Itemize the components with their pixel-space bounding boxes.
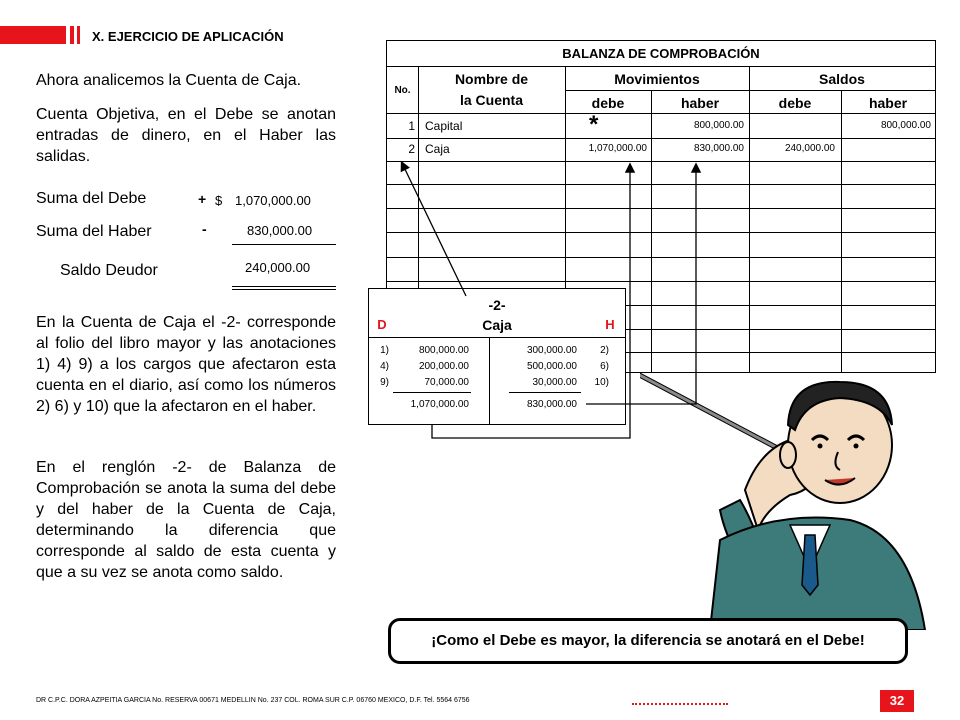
col-header-nombre: la Cuenta (459, 92, 523, 108)
account-name: Caja (425, 142, 450, 156)
t-account-credit-label: H (605, 317, 615, 332)
t-account-debit-label: D (377, 317, 387, 332)
sum-haber-value: 830,000.00 (247, 223, 313, 238)
renglon-explanation: En el renglón -2- de Balanza de Comprobación se anota la suma del debe y del haber de la Cuenta de Caja, determinando la diferencia que corresponde al saldo de esta cuenta y que a su vez se anota como saldo. (36, 459, 336, 581)
debit-amount: 800,000.00 (418, 345, 469, 356)
debit-amount: 70,000.00 (424, 377, 469, 388)
objective-text: Cuenta Objetiva, en el Debe se anotan entradas de dinero, en el Haber las salidas. (36, 106, 336, 165)
col-header-mov-haber: haber (680, 95, 720, 111)
row-number: 2 (408, 142, 415, 156)
saldo-deudor-label: Saldo Deudor (60, 262, 158, 279)
debit-ref: 1) (380, 345, 389, 356)
row-number: 1 (408, 119, 415, 133)
credit-amount: 30,000.00 (532, 377, 577, 388)
speech-bubble (388, 618, 908, 664)
debit-total: 1,070,000.00 (410, 399, 469, 410)
t-account-folio: -2- (488, 297, 506, 313)
page-number: 32 (880, 690, 914, 712)
saldo-debe-value: 240,000.00 (784, 143, 835, 154)
credit-amount: 300,000.00 (526, 345, 577, 356)
mov-haber-value: 830,000.00 (693, 143, 744, 154)
intro-text: Ahora analicemos la Cuenta de Caja. (36, 72, 302, 89)
col-header-saldo-haber: haber (868, 95, 908, 111)
folio-explanation: En la Cuenta de Caja el -2- corresponde al folio del libro mayor y las anotaciones 1) 4) 9) a los cargos que afectaron esta cuenta en el diario, así como los números 2) 6) y 10) que la afectaron en el haber. (36, 314, 336, 415)
col-header-mov-debe: debe (591, 95, 625, 111)
section-title: X. EJERCICIO DE APLICACIÓN (92, 29, 284, 44)
debit-ref: 9) (380, 377, 389, 388)
saldo-deudor-value: 240,000.00 (245, 260, 311, 275)
account-name: Capital (425, 119, 463, 133)
mov-haber-value: 800,000.00 (693, 120, 744, 131)
col-header-nombre: Nombre de (454, 71, 529, 87)
sum-debe-value: 1,070,000.00 (235, 193, 311, 208)
credit-amount: 500,000.00 (526, 361, 577, 372)
credit-ref: 10) (594, 377, 609, 388)
sum-debe-label: Suma del Debe (36, 190, 147, 207)
debit-ref: 4) (380, 361, 389, 372)
minus-sign: - (202, 221, 207, 237)
balanza-title: BALANZA DE COMPROBACIÓN (562, 46, 760, 61)
plus-sign: + (198, 191, 207, 207)
debit-amount: 200,000.00 (418, 361, 469, 372)
col-header-saldos: Saldos (819, 71, 865, 87)
speech-bubble-text: ¡Como el Debe es mayor, la diferencia se anotará en el Debe! (431, 632, 865, 649)
credit-ref: 6) (600, 361, 609, 372)
currency-sign: $ (215, 193, 223, 208)
mov-debe-value: 1,070,000.00 (588, 143, 647, 154)
credit-ref: 2) (600, 345, 609, 356)
saldo-haber-value: 800,000.00 (880, 120, 931, 131)
asterisk-mark: * (589, 111, 599, 138)
col-header-movimientos: Movimientos (614, 71, 700, 87)
sum-haber-label: Suma del Haber (36, 223, 152, 240)
t-account-name: Caja (482, 317, 512, 333)
credit-total: 830,000.00 (526, 399, 577, 410)
footer-dotted-rule (632, 703, 728, 705)
footer-text: DR C.P.C. DORA AZPEITIA GARCIA No. RESERVA 00671 MEDELLIN No. 237 COL. ROMA SUR C.P. 06760 MEXICO, D.F. Tel. 5564 6756 (36, 697, 470, 704)
col-header-saldo-debe: debe (778, 95, 812, 111)
col-header-no: No. (394, 85, 411, 96)
